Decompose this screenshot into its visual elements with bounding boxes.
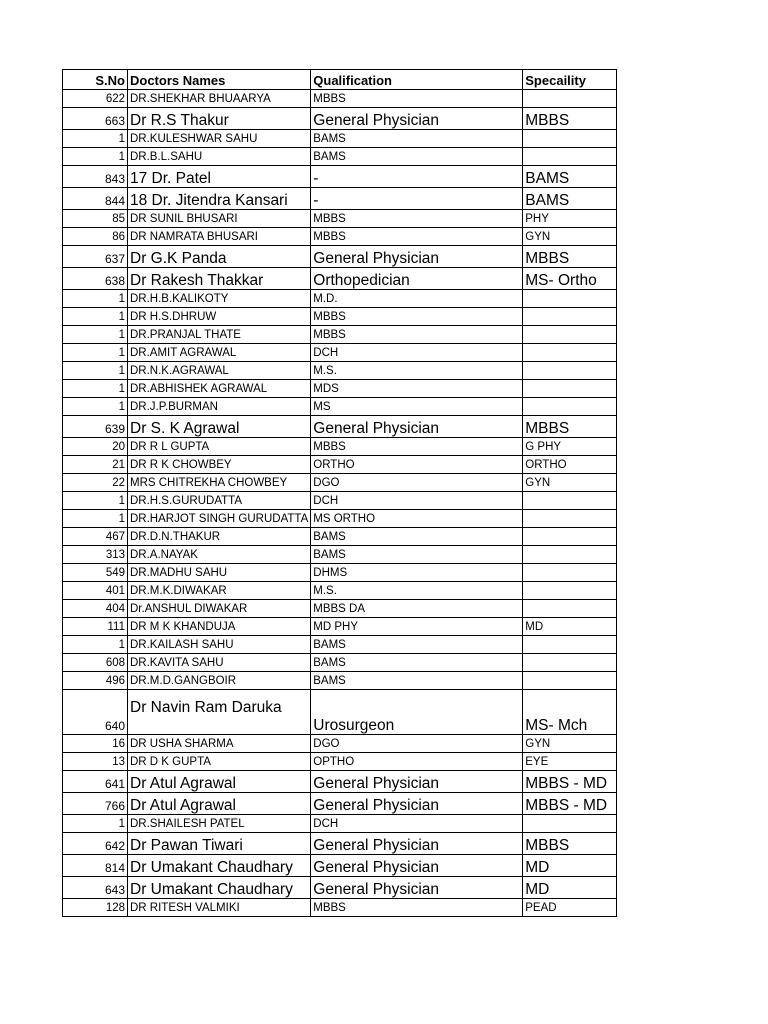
cell-sno: 638 xyxy=(63,268,128,290)
cell-sno: 1 xyxy=(63,398,128,416)
cell-qualification: MS xyxy=(311,398,523,416)
cell-sno: 111 xyxy=(63,618,128,636)
cell-doctor-name: DR NAMRATA BHUSARI xyxy=(128,228,311,246)
cell-doctor-name: DR.PRANJAL THATE xyxy=(128,326,311,344)
table-row xyxy=(63,344,617,362)
cell-speciality: MS- Ortho xyxy=(523,268,617,290)
cell-doctor-name: Dr Pawan Tiwari xyxy=(128,833,311,855)
cell-doctor-name: DR USHA SHARMA xyxy=(128,735,311,753)
cell-speciality: EYE xyxy=(523,753,617,771)
table-row xyxy=(63,735,617,753)
cell-doctor-name: DR.HARJOT SINGH GURUDATTA xyxy=(128,510,311,528)
table-row xyxy=(63,398,617,416)
header-doctor-name: Doctors Names xyxy=(128,70,311,90)
cell-qualification: MBBS xyxy=(311,326,523,344)
cell-speciality: MBBS - MD xyxy=(523,771,617,793)
cell-qualification: BAMS xyxy=(311,148,523,166)
header-qualification: Qualification xyxy=(311,70,523,90)
table-row xyxy=(63,108,617,130)
cell-qualification: General Physician xyxy=(311,771,523,793)
cell-sno: 642 xyxy=(63,833,128,855)
table-row xyxy=(63,456,617,474)
cell-speciality: MD xyxy=(523,618,617,636)
cell-speciality xyxy=(523,815,617,833)
table-row xyxy=(63,793,617,815)
cell-qualification: BAMS xyxy=(311,636,523,654)
cell-qualification: - xyxy=(311,166,523,188)
cell-doctor-name: DR.M.D.GANGBOIR xyxy=(128,672,311,690)
table-row xyxy=(63,618,617,636)
table-row xyxy=(63,166,617,188)
cell-qualification: General Physician xyxy=(311,416,523,438)
cell-doctor-name-text: Dr Navin Ram Daruka xyxy=(130,699,282,716)
table-row xyxy=(63,416,617,438)
table-row xyxy=(63,636,617,654)
cell-qualification: BAMS xyxy=(311,654,523,672)
cell-speciality xyxy=(523,492,617,510)
cell-speciality xyxy=(523,90,617,108)
cell-qualification: - xyxy=(311,188,523,210)
cell-doctor-name: Dr S. K Agrawal xyxy=(128,416,311,438)
table-row xyxy=(63,188,617,210)
cell-qualification: ORTHO xyxy=(311,456,523,474)
cell-doctor-name: DR.MADHU SAHU xyxy=(128,564,311,582)
cell-sno: 1 xyxy=(63,290,128,308)
cell-sno: 1 xyxy=(63,308,128,326)
cell-speciality: MS- Mch xyxy=(523,690,617,735)
cell-qualification: General Physician xyxy=(311,108,523,130)
cell-sno: 1 xyxy=(63,380,128,398)
table-row xyxy=(63,771,617,793)
cell-sno: 13 xyxy=(63,753,128,771)
cell-doctor-name: DR.ABHISHEK AGRAWAL xyxy=(128,380,311,398)
cell-speciality: MBBS xyxy=(523,833,617,855)
cell-doctor-name: DR.SHAILESH PATEL xyxy=(128,815,311,833)
cell-doctor-name: DR.H.S.GURUDATTA xyxy=(128,492,311,510)
cell-speciality: BAMS xyxy=(523,188,617,210)
cell-speciality xyxy=(523,600,617,618)
cell-doctor-name: DR H.S.DHRUW xyxy=(128,308,311,326)
cell-doctor-name: Dr Umakant Chaudhary xyxy=(128,855,311,877)
table-row xyxy=(63,90,617,108)
cell-sno: 608 xyxy=(63,654,128,672)
cell-speciality: ORTHO xyxy=(523,456,617,474)
cell-qualification: M.S. xyxy=(311,362,523,380)
cell-sno: 637 xyxy=(63,246,128,268)
cell-speciality: PEAD xyxy=(523,899,617,917)
cell-doctor-name: DR.A.NAYAK xyxy=(128,546,311,564)
table-row xyxy=(63,690,617,735)
table-row xyxy=(63,210,617,228)
cell-qualification: General Physician xyxy=(311,833,523,855)
table-row xyxy=(63,815,617,833)
cell-qualification: DCH xyxy=(311,344,523,362)
cell-speciality xyxy=(523,582,617,600)
cell-speciality: GYN xyxy=(523,228,617,246)
cell-sno: 1 xyxy=(63,510,128,528)
header-row xyxy=(63,70,617,90)
cell-sno: 549 xyxy=(63,564,128,582)
table-row xyxy=(63,510,617,528)
cell-sno: 1 xyxy=(63,815,128,833)
cell-qualification: Orthopedician xyxy=(311,268,523,290)
cell-speciality: GYN xyxy=(523,474,617,492)
cell-qualification: OPTHO xyxy=(311,753,523,771)
cell-speciality xyxy=(523,308,617,326)
cell-sno: 496 xyxy=(63,672,128,690)
cell-speciality: MBBS xyxy=(523,416,617,438)
cell-doctor-name: DR.KULESHWAR SAHU xyxy=(128,130,311,148)
table-row xyxy=(63,362,617,380)
cell-qualification: MBBS xyxy=(311,90,523,108)
cell-sno: 21 xyxy=(63,456,128,474)
cell-sno: 128 xyxy=(63,899,128,917)
cell-sno: 639 xyxy=(63,416,128,438)
table-row xyxy=(63,582,617,600)
cell-qualification: DHMS xyxy=(311,564,523,582)
table-row xyxy=(63,546,617,564)
cell-qualification: DCH xyxy=(311,815,523,833)
cell-qualification: MDS xyxy=(311,380,523,398)
table-row xyxy=(63,290,617,308)
cell-doctor-name: DR.D.N.THAKUR xyxy=(128,528,311,546)
cell-qualification: BAMS xyxy=(311,130,523,148)
doctors-table xyxy=(62,69,617,917)
cell-qualification: DGO xyxy=(311,735,523,753)
cell-speciality xyxy=(523,546,617,564)
cell-sno: 20 xyxy=(63,438,128,456)
table-row xyxy=(63,899,617,917)
cell-doctor-name: DR.H.B.KALIKOTY xyxy=(128,290,311,308)
cell-speciality: MD xyxy=(523,855,617,877)
table-row xyxy=(63,228,617,246)
cell-speciality xyxy=(523,344,617,362)
header-sno: S.No xyxy=(63,70,128,90)
cell-sno: 1 xyxy=(63,344,128,362)
cell-qualification: MBBS xyxy=(311,899,523,917)
cell-sno: 843 xyxy=(63,166,128,188)
cell-doctor-name: DR.AMIT AGRAWAL xyxy=(128,344,311,362)
table-row xyxy=(63,492,617,510)
cell-doctor-name: DR.J.P.BURMAN xyxy=(128,398,311,416)
table-row xyxy=(63,130,617,148)
cell-qualification: MD PHY xyxy=(311,618,523,636)
cell-doctor-name xyxy=(128,690,311,735)
cell-speciality xyxy=(523,130,617,148)
table-row xyxy=(63,246,617,268)
table-row xyxy=(63,148,617,166)
cell-qualification: BAMS xyxy=(311,546,523,564)
cell-doctor-name: DR.M.K.DIWAKAR xyxy=(128,582,311,600)
cell-qualification: MBBS xyxy=(311,210,523,228)
cell-doctor-name: Dr Atul Agrawal xyxy=(128,771,311,793)
table-row xyxy=(63,438,617,456)
cell-speciality: MBBS xyxy=(523,246,617,268)
cell-speciality xyxy=(523,398,617,416)
cell-speciality xyxy=(523,528,617,546)
cell-speciality xyxy=(523,362,617,380)
cell-doctor-name: DR R L GUPTA xyxy=(128,438,311,456)
cell-qualification: MBBS xyxy=(311,228,523,246)
cell-doctor-name: Dr.ANSHUL DIWAKAR xyxy=(128,600,311,618)
table-row xyxy=(63,672,617,690)
cell-doctor-name: 18 Dr. Jitendra Kansari xyxy=(128,188,311,210)
cell-sno: 1 xyxy=(63,492,128,510)
cell-qualification: MBBS xyxy=(311,308,523,326)
cell-sno: 663 xyxy=(63,108,128,130)
cell-sno: 1 xyxy=(63,148,128,166)
cell-qualification: General Physician xyxy=(311,855,523,877)
cell-sno: 641 xyxy=(63,771,128,793)
cell-speciality xyxy=(523,672,617,690)
cell-speciality xyxy=(523,326,617,344)
cell-doctor-name: Dr R.S Thakur xyxy=(128,108,311,130)
cell-sno: 766 xyxy=(63,793,128,815)
cell-sno: 1 xyxy=(63,362,128,380)
table-row xyxy=(63,528,617,546)
cell-sno: 313 xyxy=(63,546,128,564)
cell-qualification: General Physician xyxy=(311,877,523,899)
cell-sno: 467 xyxy=(63,528,128,546)
table-row xyxy=(63,564,617,582)
cell-qualification: General Physician xyxy=(311,793,523,815)
cell-speciality: MBBS - MD xyxy=(523,793,617,815)
cell-doctor-name: DR SUNIL BHUSARI xyxy=(128,210,311,228)
cell-doctor-name: Dr G.K Panda xyxy=(128,246,311,268)
cell-doctor-name: 17 Dr. Patel xyxy=(128,166,311,188)
cell-speciality xyxy=(523,290,617,308)
cell-doctor-name: DR R K CHOWBEY xyxy=(128,456,311,474)
cell-doctor-name: DR.KAVITA SAHU xyxy=(128,654,311,672)
table-row xyxy=(63,654,617,672)
cell-sno: 85 xyxy=(63,210,128,228)
cell-doctor-name: DR RITESH VALMIKI xyxy=(128,899,311,917)
cell-speciality: MD xyxy=(523,877,617,899)
cell-sno: 643 xyxy=(63,877,128,899)
cell-speciality xyxy=(523,380,617,398)
cell-sno: 844 xyxy=(63,188,128,210)
table-row xyxy=(63,877,617,899)
cell-sno: 404 xyxy=(63,600,128,618)
cell-speciality xyxy=(523,564,617,582)
table-row xyxy=(63,326,617,344)
cell-doctor-name: Dr Rakesh Thakkar xyxy=(128,268,311,290)
cell-qualification: MBBS xyxy=(311,438,523,456)
cell-doctor-name: DR.SHEKHAR BHUAARYA xyxy=(128,90,311,108)
table-row xyxy=(63,268,617,290)
cell-qualification: BAMS xyxy=(311,672,523,690)
cell-qualification: BAMS xyxy=(311,528,523,546)
cell-sno: 401 xyxy=(63,582,128,600)
cell-speciality: PHY xyxy=(523,210,617,228)
table-row xyxy=(63,474,617,492)
cell-qualification: General Physician xyxy=(311,246,523,268)
cell-sno: 22 xyxy=(63,474,128,492)
cell-speciality: G PHY xyxy=(523,438,617,456)
cell-speciality xyxy=(523,636,617,654)
cell-doctor-name: DR M K KHANDUJA xyxy=(128,618,311,636)
table-row xyxy=(63,308,617,326)
cell-sno: 622 xyxy=(63,90,128,108)
header-speciality: Specaility xyxy=(523,70,617,90)
cell-doctor-name: Dr Atul Agrawal xyxy=(128,793,311,815)
cell-sno: 814 xyxy=(63,855,128,877)
cell-qualification: MS ORTHO xyxy=(311,510,523,528)
cell-speciality: MBBS xyxy=(523,108,617,130)
table-row xyxy=(63,833,617,855)
table-row xyxy=(63,753,617,771)
cell-qualification: DCH xyxy=(311,492,523,510)
cell-qualification: M.D. xyxy=(311,290,523,308)
cell-sno: 1 xyxy=(63,130,128,148)
cell-speciality: BAMS xyxy=(523,166,617,188)
table-row xyxy=(63,380,617,398)
cell-doctor-name: MRS CHITREKHA CHOWBEY xyxy=(128,474,311,492)
cell-sno: 1 xyxy=(63,326,128,344)
cell-doctor-name: Dr Umakant Chaudhary xyxy=(128,877,311,899)
cell-sno: 16 xyxy=(63,735,128,753)
cell-speciality: GYN xyxy=(523,735,617,753)
cell-qualification: Urosurgeon xyxy=(311,690,523,735)
table-row xyxy=(63,855,617,877)
cell-sno: 86 xyxy=(63,228,128,246)
cell-speciality xyxy=(523,654,617,672)
cell-doctor-name: DR.N.K.AGRAWAL xyxy=(128,362,311,380)
cell-qualification: M.S. xyxy=(311,582,523,600)
cell-qualification: DGO xyxy=(311,474,523,492)
cell-speciality xyxy=(523,148,617,166)
cell-sno: 640 xyxy=(63,690,128,735)
cell-speciality xyxy=(523,510,617,528)
table-row xyxy=(63,600,617,618)
cell-qualification: MBBS DA xyxy=(311,600,523,618)
cell-sno: 1 xyxy=(63,636,128,654)
cell-doctor-name: DR.KAILASH SAHU xyxy=(128,636,311,654)
cell-doctor-name: DR D K GUPTA xyxy=(128,753,311,771)
cell-doctor-name: DR.B.L.SAHU xyxy=(128,148,311,166)
